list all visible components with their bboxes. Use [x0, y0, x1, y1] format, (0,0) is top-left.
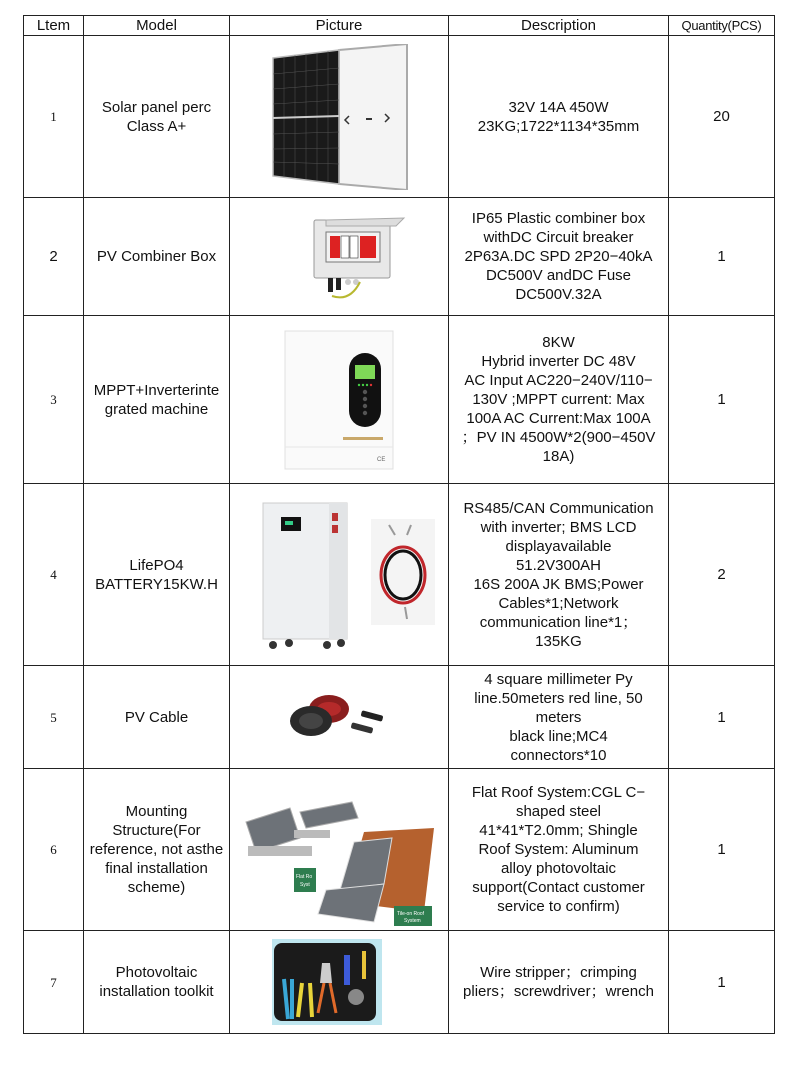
pv-cable-image: [279, 687, 399, 747]
picture-cell: [230, 36, 449, 198]
svg-text:Tile-on Roof: Tile-on Roof: [397, 910, 425, 917]
svg-text:CE: CE: [377, 456, 386, 463]
header-picture: Picture: [230, 16, 449, 36]
mounting-structure-image: [234, 772, 444, 928]
description: RS485/CAN Communication with inverter; BMS LCD displayavailable 51.2V300AH 16S 200A JK BMS;Power Cables*1;Network communication line*1； 135KG: [449, 484, 669, 666]
header-quantity: Quantity(PCS): [669, 16, 775, 36]
item-number: 5: [24, 666, 84, 769]
table-row: [24, 484, 775, 666]
hybrid-inverter-image: [283, 329, 395, 471]
header-description: Description: [449, 16, 669, 36]
model-name: MPPT+Inverterinte grated machine: [84, 316, 230, 484]
model-name: Mounting Structure(For reference, not asthe final installation scheme): [84, 769, 230, 931]
picture-cell: [230, 666, 449, 769]
table-row: [24, 198, 775, 316]
solar-panel-image: [269, 44, 409, 190]
model-name: PV Cable: [84, 666, 230, 769]
table-row: [24, 769, 775, 931]
description: 8KW Hybrid inverter DC 48V AC Input AC220−240V/110− 130V ;MPPT current: Max 100A AC Current:Max 100A ；PV IN 4500W*2(900−450V 18A): [449, 316, 669, 484]
description: 4 square millimeter Py line.50meters red line, 50 meters black line;MC4 connectors*10: [449, 666, 669, 769]
item-number: 1: [24, 36, 84, 198]
item-number: 2: [24, 198, 84, 316]
quantity: 1: [669, 931, 775, 1034]
model-name: PV Combiner Box: [84, 198, 230, 316]
description: Flat Roof System:CGL C− shaped steel 41*41*T2.0mm; Shingle Roof System: Aluminum alloy photovoltaic support(Contact customer service to confirm): [449, 769, 669, 931]
battery-and-cables-image: [239, 495, 439, 655]
product-list-table: [23, 15, 775, 1034]
description: IP65 Plastic combiner box withDC Circuit breaker 2P63A.DC SPD 2P20−40kA DC500V andDC Fuse DC500V.32A: [449, 198, 669, 316]
item-number: 7: [24, 931, 84, 1034]
picture-cell: [230, 931, 449, 1034]
picture-cell: [230, 198, 449, 316]
header-item: Ltem: [24, 16, 84, 36]
svg-text:Flat Ro: Flat Ro: [296, 873, 313, 880]
table-header-row: [24, 16, 775, 36]
table-row: [24, 316, 775, 484]
description: 32V 14A 450W 23KG;1722*1134*35mm: [449, 36, 669, 198]
combiner-box-image: [310, 212, 410, 302]
quantity: 2: [669, 484, 775, 666]
model-name: Solar panel perc Class A+: [84, 36, 230, 198]
table-row: [24, 36, 775, 198]
model-name: Photovoltaic installation toolkit: [84, 931, 230, 1034]
picture-cell: [230, 484, 449, 666]
picture-cell: [230, 769, 449, 931]
table-row: [24, 666, 775, 769]
toolkit-image: [272, 939, 382, 1025]
picture-cell: [230, 316, 449, 484]
quantity: 1: [669, 316, 775, 484]
item-number: 6: [24, 769, 84, 931]
model-name: LifePO4 BATTERY15KW.H: [84, 484, 230, 666]
table-row: [24, 931, 775, 1034]
svg-text:System: System: [404, 917, 421, 924]
quantity: 1: [669, 666, 775, 769]
item-number: 3: [24, 316, 84, 484]
svg-text:Syst: Syst: [300, 881, 310, 888]
quantity: 1: [669, 769, 775, 931]
quantity: 20: [669, 36, 775, 198]
item-number: 4: [24, 484, 84, 666]
header-model: Model: [84, 16, 230, 36]
quantity: 1: [669, 198, 775, 316]
description: Wire stripper；crimping pliers；screwdriver；wrench: [449, 931, 669, 1034]
